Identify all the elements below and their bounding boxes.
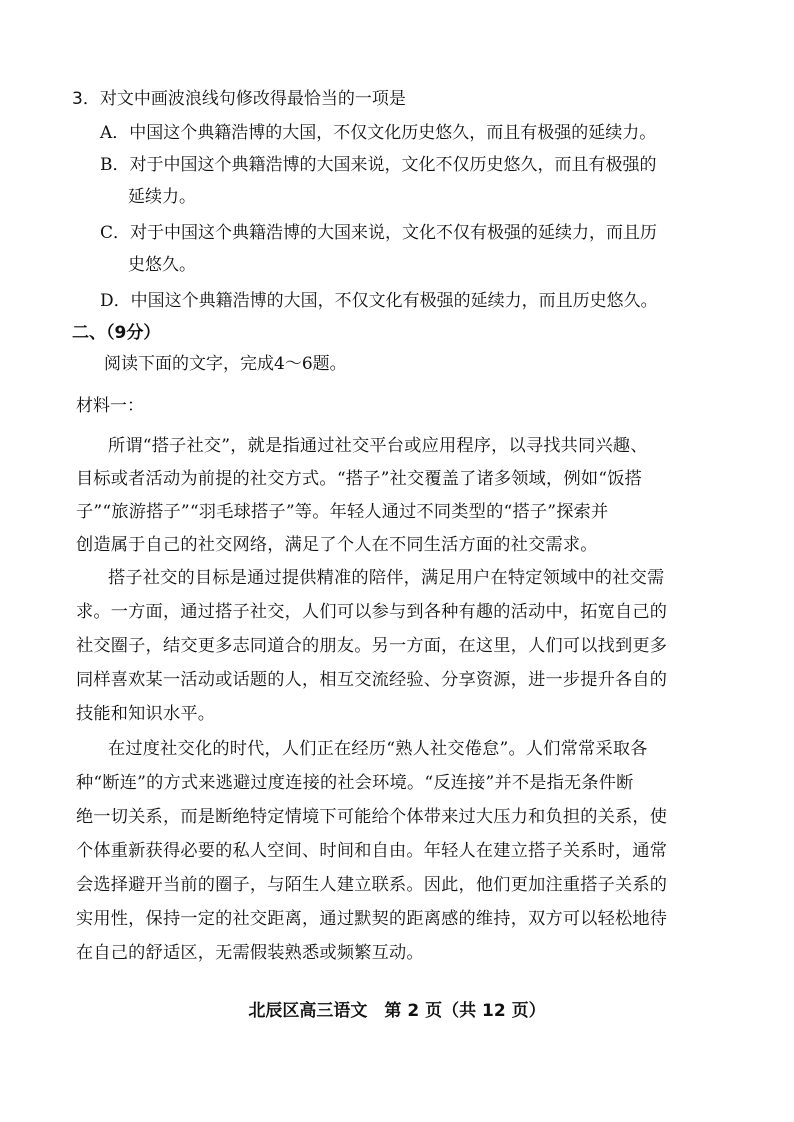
question-3-option-c-cont: 史悠久。 <box>128 255 196 275</box>
material-line: 会选择避开当前的圈子，与陌生人建立联系。因此，他们更加注重搭子关系的 <box>76 875 668 895</box>
material-line: 创造属于自己的社交网络，满足了个人在不同生活方面的社交需求。 <box>76 535 598 555</box>
material-line: 同样喜欢某一活动或话题的人，相互交流经验、分享资源，进一步提升各自的 <box>76 670 668 690</box>
material-line: 子”“旅游搭子”“羽毛球搭子”等。年轻人通过不同类型的“搭子”探索并 <box>76 502 609 522</box>
material-line: 在过度社交化的时代，人们正在经历“熟人社交倦怠”。人们常常采取各 <box>108 739 648 759</box>
material-line: 技能和知识水平。 <box>76 704 216 724</box>
page-footer: 北辰区高三语文 第 2 页（共 12 页） <box>248 1001 546 1021</box>
question-3-option-d: D．中国这个典籍浩博的大国，不仅文化有极强的延续力，而且历史悠久。 <box>100 291 658 311</box>
material-line: 种“断连”的方式来逃避过度连接的社会环境。“反连接”并不是指无条件断 <box>76 773 634 793</box>
material-line: 所谓“搭子社交”，就是指通过社交平台或应用程序，以寻找共同兴趣、 <box>108 436 648 456</box>
material-line: 求。一方面，通过搭子社交，人们可以参与到各种有趣的活动中，拓宽自己的 <box>76 602 668 622</box>
material-1-label: 材料一： <box>76 396 144 416</box>
material-line: 个体重新获得必要的私人空间、时间和自由。年轻人在建立搭子关系时，通常 <box>76 841 668 861</box>
material-line: 绝一切关系，而是断绝特定情境下可能给个体带来过大压力和负担的关系，使 <box>76 807 668 827</box>
material-line: 实用性，保持一定的社交距离，通过默契的距离感的维持，双方可以轻松地待 <box>76 909 668 929</box>
material-line: 目标或者活动为前提的社交方式。“搭子”社交覆盖了诸多领域，例如“饭搭 <box>76 469 642 489</box>
material-line: 在自己的舒适区，无需假装熟悉或频繁互动。 <box>76 943 424 963</box>
question-3-option-a: A．中国这个典籍浩博的大国，不仅文化历史悠久，而且有极强的延续力。 <box>100 123 657 143</box>
material-line: 社交圈子，结交更多志同道合的朋友。另一方面，在这里，人们可以找到更多 <box>76 636 668 656</box>
section-2-heading: 二、（9分） <box>72 323 161 343</box>
question-3-option-b-cont: 延续力。 <box>128 187 196 207</box>
question-3-option-c: C．对于中国这个典籍浩博的大国来说，文化不仅有极强的延续力，而且历 <box>100 223 658 243</box>
question-3-option-b: B．对于中国这个典籍浩博的大国来说，文化不仅历史悠久，而且有极强的 <box>100 155 657 175</box>
section-2-instruction: 阅读下面的文字，完成4～6题。 <box>104 354 347 374</box>
material-line: 搭子社交的目标是通过提供精准的陪伴，满足用户在特定领域中的社交需 <box>108 568 665 588</box>
question-3-stem: 3．对文中画波浪线句修改得最恰当的一项是 <box>72 89 406 109</box>
